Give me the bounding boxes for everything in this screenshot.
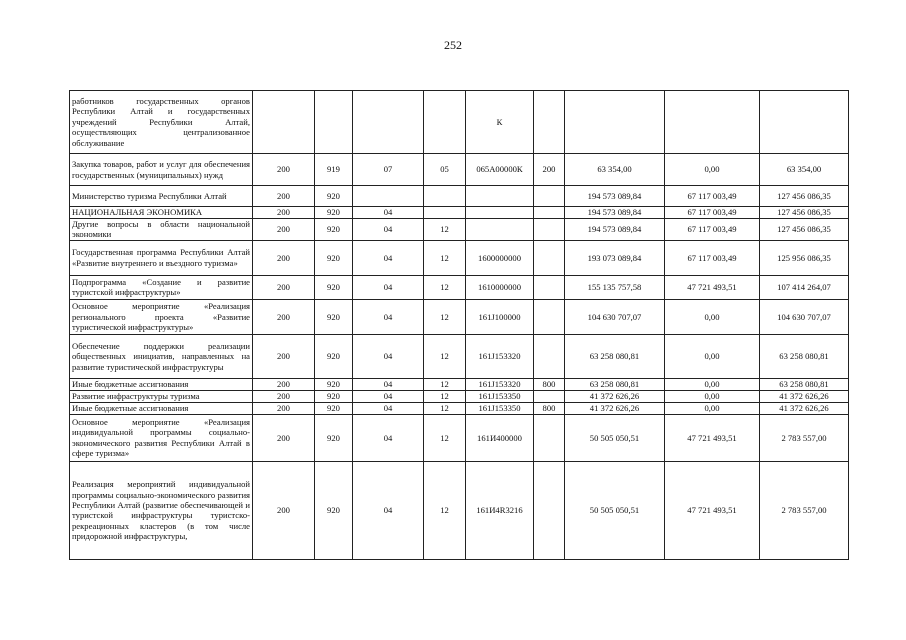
row-target-article: 161J153320 <box>466 378 534 390</box>
row-sum-total: 155 135 757,58 <box>565 275 665 299</box>
row-subsection: 12 <box>424 275 466 299</box>
budget-table <box>69 90 849 560</box>
row-name: Иные бюджетные ассигнования <box>70 402 253 414</box>
table-row <box>70 402 849 414</box>
row-subsection: 12 <box>424 334 466 378</box>
row-expense-type <box>534 219 565 241</box>
row-sum-total: 194 573 089,84 <box>565 207 665 219</box>
row-expense-type <box>534 390 565 402</box>
row-grbs: 920 <box>315 219 353 241</box>
row-subsection: 12 <box>424 390 466 402</box>
row-sum-federal: 47 721 493,51 <box>665 275 760 299</box>
row-code: 200 <box>253 207 315 219</box>
row-subsection <box>424 207 466 219</box>
row-sum-total: 41 372 626,26 <box>565 402 665 414</box>
row-code: 200 <box>253 378 315 390</box>
row-sum-regional: 2 783 557,00 <box>760 414 849 461</box>
table-row <box>70 334 849 378</box>
row-name: работников государственных органов Республики Алтай и государственных учреждений Республики Алтай, осуществляющих централизованное обслуживание <box>70 91 253 154</box>
row-grbs: 920 <box>315 414 353 461</box>
row-sum-regional: 104 630 707,07 <box>760 299 849 334</box>
row-grbs <box>315 91 353 154</box>
row-name: Министерство туризма Республики Алтай <box>70 186 253 207</box>
row-name: Реализация мероприятий индивидуальной программы социально-экономического развития Республики Алтай (развитие обеспечивающей и туристской инфраструктуры туристско-рекреационных кластеров (в том числе придорожной инфраструктуры, <box>70 461 253 559</box>
row-section <box>353 91 424 154</box>
row-grbs: 920 <box>315 240 353 275</box>
row-expense-type <box>534 299 565 334</box>
table-row <box>70 240 849 275</box>
row-expense-type <box>534 414 565 461</box>
row-section: 04 <box>353 390 424 402</box>
row-sum-regional: 41 372 626,26 <box>760 402 849 414</box>
row-sum-regional: 41 372 626,26 <box>760 390 849 402</box>
row-sum-total: 193 073 089,84 <box>565 240 665 275</box>
row-sum-total: 63 258 080,81 <box>565 378 665 390</box>
row-subsection: 12 <box>424 461 466 559</box>
row-grbs: 920 <box>315 390 353 402</box>
row-sum-total: 63 258 080,81 <box>565 334 665 378</box>
row-name: Основное мероприятие «Реализация индивидуальной программы социально-экономического развития Республики Алтай в сфере туризма» <box>70 414 253 461</box>
table-row <box>70 91 849 154</box>
row-target-article: 161И4R3216 <box>466 461 534 559</box>
table-row <box>70 207 849 219</box>
row-subsection <box>424 186 466 207</box>
table-row <box>70 378 849 390</box>
row-target-article <box>466 219 534 241</box>
row-grbs: 920 <box>315 461 353 559</box>
row-expense-type: 200 <box>534 154 565 186</box>
row-code: 200 <box>253 461 315 559</box>
row-expense-type: 800 <box>534 378 565 390</box>
row-subsection <box>424 91 466 154</box>
row-code: 200 <box>253 402 315 414</box>
row-section: 04 <box>353 207 424 219</box>
row-section: 04 <box>353 334 424 378</box>
row-name: Обеспечение поддержки реализации общественных инициатив, направленных на развитие туристической инфраструктуры <box>70 334 253 378</box>
row-target-article: 1600000000 <box>466 240 534 275</box>
row-code <box>253 91 315 154</box>
row-sum-total: 50 505 050,51 <box>565 414 665 461</box>
row-sum-total: 104 630 707,07 <box>565 299 665 334</box>
row-section: 04 <box>353 378 424 390</box>
table-row <box>70 390 849 402</box>
row-sum-total <box>565 91 665 154</box>
row-grbs: 919 <box>315 154 353 186</box>
row-sum-total: 50 505 050,51 <box>565 461 665 559</box>
row-sum-total: 194 573 089,84 <box>565 186 665 207</box>
table-row <box>70 275 849 299</box>
table-row <box>70 414 849 461</box>
row-sum-federal: 0,00 <box>665 378 760 390</box>
row-target-article: 065А00000К <box>466 154 534 186</box>
row-sum-federal: 67 117 003,49 <box>665 186 760 207</box>
row-name: Иные бюджетные ассигнования <box>70 378 253 390</box>
table-row <box>70 461 849 559</box>
row-section: 07 <box>353 154 424 186</box>
row-sum-regional: 63 354,00 <box>760 154 849 186</box>
row-section: 04 <box>353 299 424 334</box>
row-grbs: 920 <box>315 275 353 299</box>
row-grbs: 920 <box>315 299 353 334</box>
row-code: 200 <box>253 299 315 334</box>
row-name: Основное мероприятие «Реализация регионального проекта «Развитие туристической инфраструктуры» <box>70 299 253 334</box>
row-expense-type <box>534 91 565 154</box>
row-subsection: 12 <box>424 219 466 241</box>
row-code: 200 <box>253 219 315 241</box>
row-target-article: 1610000000 <box>466 275 534 299</box>
row-grbs: 920 <box>315 402 353 414</box>
row-expense-type <box>534 240 565 275</box>
row-target-article: К <box>466 91 534 154</box>
row-subsection: 05 <box>424 154 466 186</box>
table-row <box>70 186 849 207</box>
row-expense-type <box>534 461 565 559</box>
row-section: 04 <box>353 402 424 414</box>
row-section: 04 <box>353 275 424 299</box>
row-sum-federal: 47 721 493,51 <box>665 414 760 461</box>
row-target-article: 161J153350 <box>466 390 534 402</box>
row-code: 200 <box>253 240 315 275</box>
row-name: Другие вопросы в области национальной экономики <box>70 219 253 241</box>
row-sum-regional: 63 258 080,81 <box>760 334 849 378</box>
row-sum-federal: 47 721 493,51 <box>665 461 760 559</box>
row-grbs: 920 <box>315 186 353 207</box>
row-code: 200 <box>253 186 315 207</box>
row-sum-federal: 0,00 <box>665 402 760 414</box>
row-grbs: 920 <box>315 378 353 390</box>
row-expense-type: 800 <box>534 402 565 414</box>
row-target-article: 161И400000 <box>466 414 534 461</box>
row-target-article <box>466 186 534 207</box>
row-name: НАЦИОНАЛЬНАЯ ЭКОНОМИКА <box>70 207 253 219</box>
row-sum-federal: 67 117 003,49 <box>665 240 760 275</box>
table-row <box>70 154 849 186</box>
row-section: 04 <box>353 461 424 559</box>
row-expense-type <box>534 275 565 299</box>
row-name: Развитие инфраструктуры туризма <box>70 390 253 402</box>
row-expense-type <box>534 207 565 219</box>
row-section: 04 <box>353 240 424 275</box>
row-target-article: 161J153350 <box>466 402 534 414</box>
table-row <box>70 299 849 334</box>
row-section: 04 <box>353 219 424 241</box>
row-sum-regional <box>760 91 849 154</box>
row-sum-federal <box>665 91 760 154</box>
row-sum-total: 63 354,00 <box>565 154 665 186</box>
row-target-article: 161J100000 <box>466 299 534 334</box>
table-row <box>70 219 849 241</box>
row-code: 200 <box>253 334 315 378</box>
row-sum-regional: 127 456 086,35 <box>760 186 849 207</box>
row-sum-federal: 0,00 <box>665 154 760 186</box>
row-grbs: 920 <box>315 334 353 378</box>
row-expense-type <box>534 334 565 378</box>
row-sum-regional: 63 258 080,81 <box>760 378 849 390</box>
row-section: 04 <box>353 414 424 461</box>
row-sum-total: 41 372 626,26 <box>565 390 665 402</box>
row-code: 200 <box>253 390 315 402</box>
row-sum-federal: 0,00 <box>665 299 760 334</box>
row-name: Государственная программа Республики Алтай «Развитие внутреннего и въездного туризма» <box>70 240 253 275</box>
row-code: 200 <box>253 275 315 299</box>
row-sum-regional: 127 456 086,35 <box>760 207 849 219</box>
row-code: 200 <box>253 414 315 461</box>
row-sum-federal: 67 117 003,49 <box>665 219 760 241</box>
row-sum-federal: 67 117 003,49 <box>665 207 760 219</box>
row-code: 200 <box>253 154 315 186</box>
row-subsection: 12 <box>424 378 466 390</box>
row-sum-federal: 0,00 <box>665 390 760 402</box>
page-number: 252 <box>444 38 462 52</box>
row-subsection: 12 <box>424 299 466 334</box>
row-sum-regional: 125 956 086,35 <box>760 240 849 275</box>
row-sum-total: 194 573 089,84 <box>565 219 665 241</box>
row-target-article <box>466 207 534 219</box>
row-name: Подпрограмма «Создание и развитие туристской инфраструктуры» <box>70 275 253 299</box>
row-sum-regional: 127 456 086,35 <box>760 219 849 241</box>
row-target-article: 161J153320 <box>466 334 534 378</box>
row-grbs: 920 <box>315 207 353 219</box>
row-sum-regional: 107 414 264,07 <box>760 275 849 299</box>
row-subsection: 12 <box>424 414 466 461</box>
row-subsection: 12 <box>424 402 466 414</box>
row-subsection: 12 <box>424 240 466 275</box>
row-sum-federal: 0,00 <box>665 334 760 378</box>
row-name: Закупка товаров, работ и услуг для обеспечения государственных (муниципальных) нужд <box>70 154 253 186</box>
row-expense-type <box>534 186 565 207</box>
row-section <box>353 186 424 207</box>
row-sum-regional: 2 783 557,00 <box>760 461 849 559</box>
